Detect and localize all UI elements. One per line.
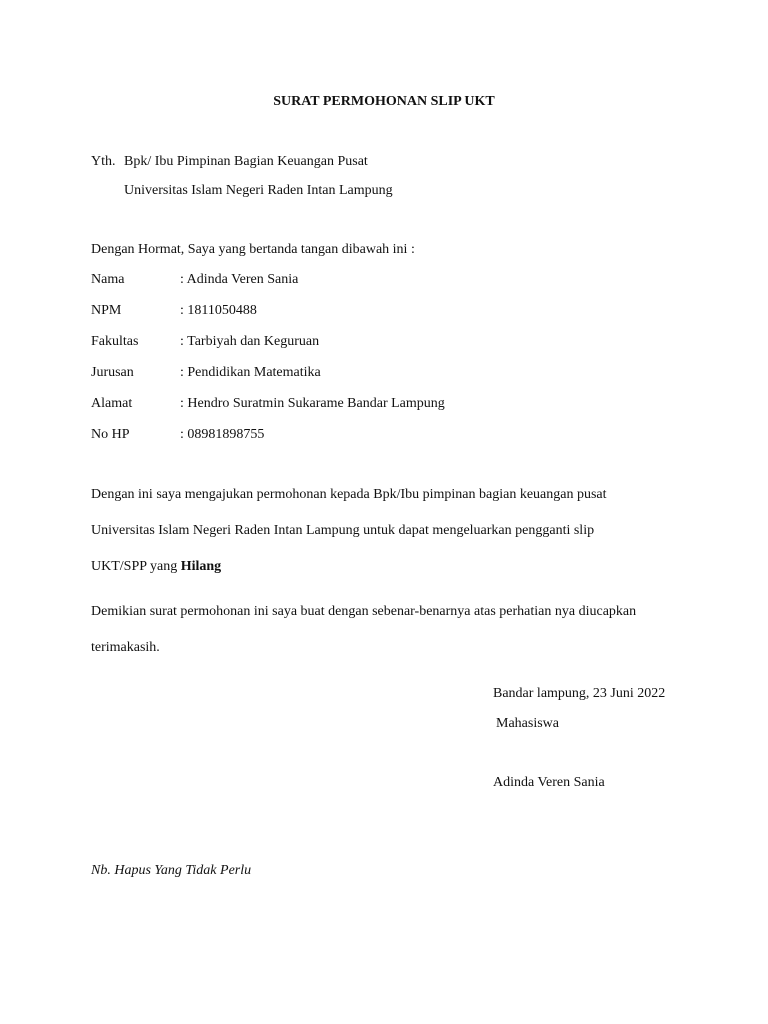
field-label-npm: NPM (91, 303, 122, 318)
body-line-3 (91, 558, 221, 576)
field-label-fakultas: Fakultas (91, 334, 139, 349)
field-value-no-hp: : 08981898755 (180, 427, 265, 442)
body-line-3-text: UKT/SPP yang (91, 559, 181, 574)
footnote: Nb. Hapus Yang Tidak Perlu (91, 863, 252, 878)
body-line-1: Dengan ini saya mengajukan permohonan kepada Bpk/Ibu pimpinan bagian keuangan pusat (91, 487, 607, 502)
recipient-line-1: Bpk/ Ibu Pimpinan Bagian Keuangan Pusat (124, 154, 368, 169)
recipient-line-2: Universitas Islam Negeri Raden Intan Lampung (124, 183, 393, 198)
field-label-jurusan: Jurusan (91, 365, 134, 380)
signature-place-date: Bandar lampung, 23 Juni 2022 (493, 686, 666, 701)
closing-line-2: terimakasih. (91, 640, 160, 655)
field-value-jurusan: : Pendidikan Matematika (180, 365, 321, 380)
field-value-fakultas: : Tarbiyah dan Keguruan (180, 334, 320, 349)
letter-title: SURAT PERMOHONAN SLIP UKT (273, 94, 495, 109)
greeting: Dengan Hormat, Saya yang bertanda tangan dibawah ini : (91, 242, 415, 257)
body-line-3-emphasis: Hilang (180, 559, 222, 574)
field-label-alamat: Alamat (91, 396, 133, 411)
field-value-nama: : Adinda Veren Sania (180, 272, 299, 287)
field-value-alamat: : Hendro Suratmin Sukarame Bandar Lampung (180, 396, 445, 411)
body-line-2: Universitas Islam Negeri Raden Intan Lampung untuk dapat mengeluarkan pengganti slip (91, 523, 595, 538)
signature-role: Mahasiswa (496, 716, 559, 731)
signature-name: Adinda Veren Sania (493, 775, 605, 790)
closing-line-1: Demikian surat permohonan ini saya buat dengan sebenar-benarnya atas perhatian nya diucapkan (91, 604, 637, 619)
field-label-nama: Nama (91, 272, 125, 287)
recipient-prefix: Yth. (91, 154, 116, 169)
field-label-no-hp: No HP (91, 427, 130, 442)
field-value-npm: : 1811050488 (180, 303, 257, 318)
